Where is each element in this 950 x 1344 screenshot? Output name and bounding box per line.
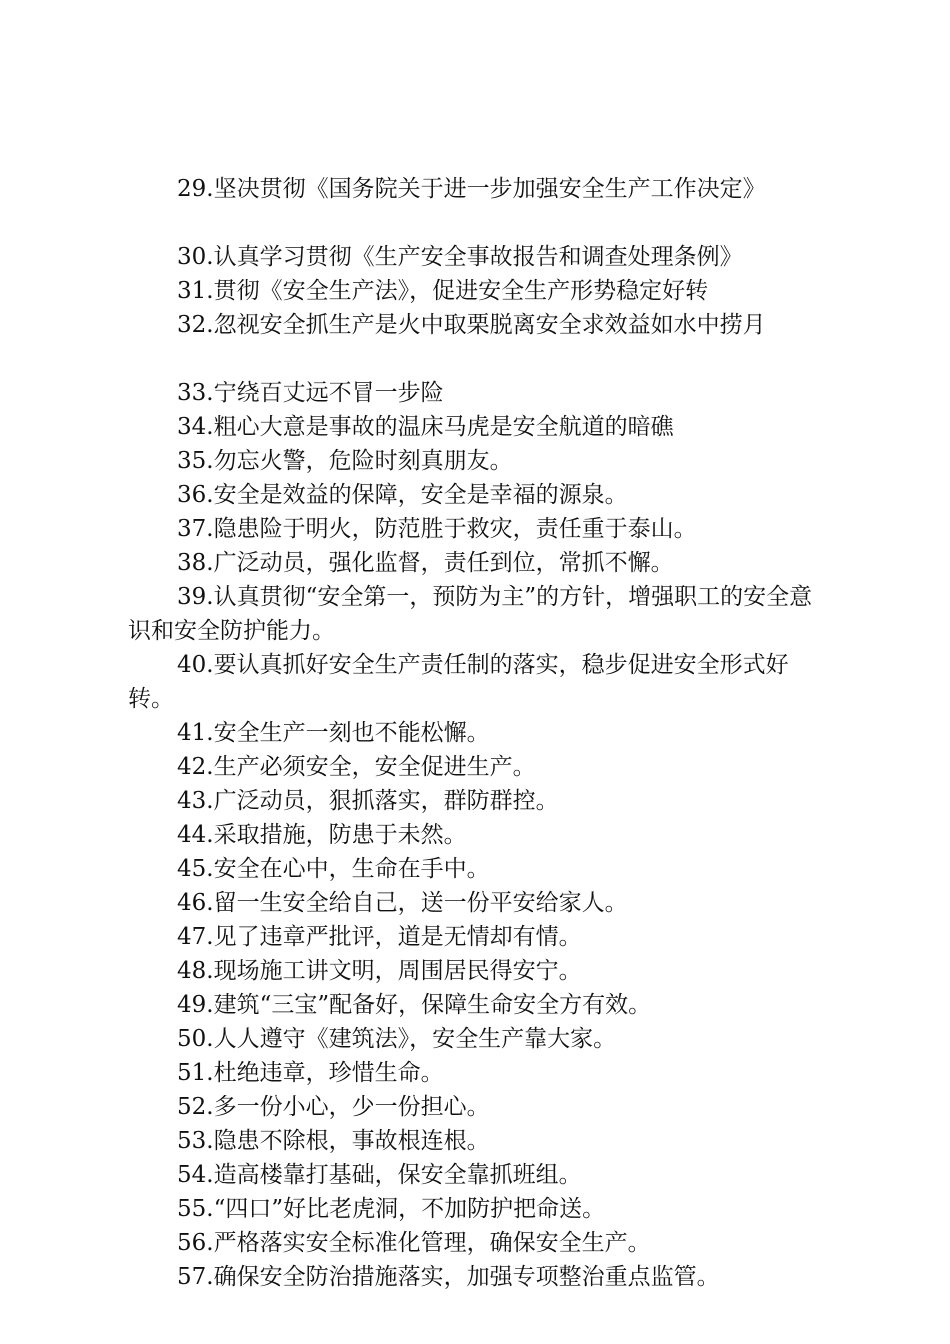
list-item: 48.现场施工讲文明，周围居民得安宁。: [177, 958, 582, 984]
list-item: 53.隐患不除根，事故根连根。: [177, 1128, 490, 1154]
list-item: 57.确保安全防治措施落实，加强专项整治重点监管。: [177, 1264, 720, 1290]
list-item: 52.多一份小心，少一份担心。: [177, 1094, 490, 1120]
slogan-list: [128, 172, 833, 1294]
list-item: 35.勿忘火警，危险时刻真朋友。: [177, 448, 513, 474]
list-item: 50.人人遵守《建筑法》，安全生产靠大家。: [177, 1026, 617, 1052]
list-item: 42.生产必须安全，安全促进生产。: [177, 754, 536, 780]
list-item: 38.广泛动员，强化监督，责任到位，常抓不懈。: [177, 550, 674, 576]
list-item: 34.粗心大意是事故的温床马虎是安全航道的暗礁: [177, 414, 674, 440]
list-item: 46.留一生安全给自己，送一份平安给家人。: [177, 890, 628, 916]
list-item: 39.认真贯彻“安全第一，预防为主”的方针，增强职工的安全意识和安全防护能力。: [128, 584, 813, 644]
list-item: 41.安全生产一刻也不能松懈。: [177, 720, 490, 746]
list-item: 51.杜绝违章，珍惜生命。: [177, 1060, 444, 1086]
list-item: 30.认真学习贯彻《生产安全事故报告和调查处理条例》: [177, 244, 743, 270]
list-item: 49.建筑“三宝”配备好，保障生命安全方有效。: [177, 992, 652, 1018]
list-item: 32.忽视安全抓生产是火中取栗脱离安全求效益如水中捞月: [177, 312, 766, 338]
list-item: 29.坚决贯彻《国务院关于进一步加强安全生产工作决定》: [177, 176, 766, 202]
list-item: 31.贯彻《安全生产法》，促进安全生产形势稳定好转: [177, 278, 709, 304]
list-item: 47.见了违章严批评，道是无情却有情。: [177, 924, 582, 950]
list-item: 45.安全在心中，生命在手中。: [177, 856, 490, 882]
list-item: 43.广泛动员，狠抓落实，群防群控。: [177, 788, 559, 814]
list-item: 44.采取措施，防患于未然。: [177, 822, 467, 848]
list-item: 37.隐患险于明火，防范胜于救灾，责任重于泰山。: [177, 516, 697, 542]
list-item: 40.要认真抓好安全生产责任制的落实，稳步促进安全形式好转。: [128, 652, 789, 712]
list-item: 54.造高楼靠打基础，保安全靠抓班组。: [177, 1162, 582, 1188]
list-item: 56.严格落实安全标准化管理，确保安全生产。: [177, 1230, 651, 1256]
list-item: 55.“四口”好比老虎洞，不加防护把命送。: [177, 1196, 606, 1222]
list-item: 33.宁绕百丈远不冒一步险: [177, 380, 444, 406]
list-item: 36.安全是效益的保障，安全是幸福的源泉。: [177, 482, 628, 508]
